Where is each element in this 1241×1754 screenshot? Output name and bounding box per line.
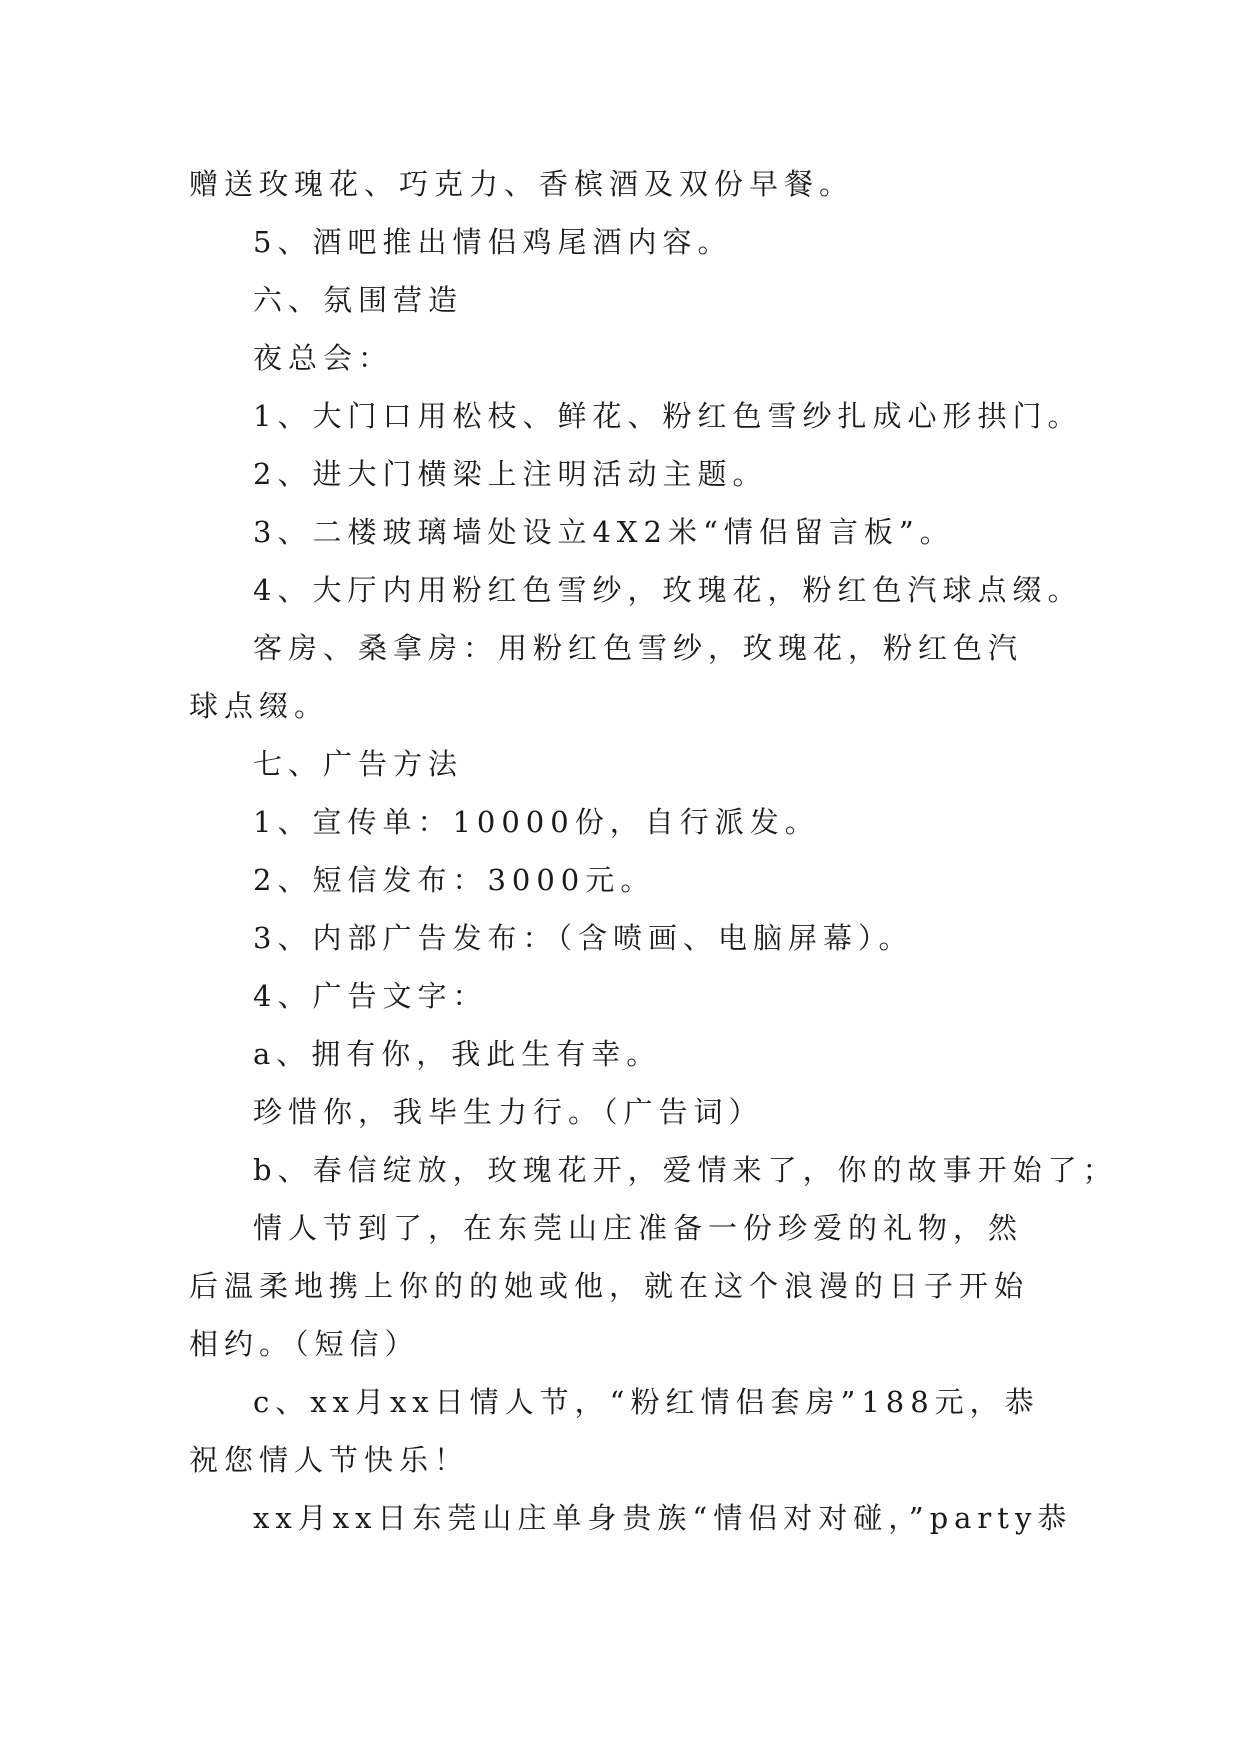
paragraph: 5、酒吧推出情侣鸡尾酒内容。 (253, 225, 733, 259)
list-item: 1、大门口用松枝、鲜花、粉红色雪纱扎成心形拱门。 (253, 399, 1083, 433)
paragraph: 珍惜你，我毕生力行。（广告词） (253, 1095, 764, 1129)
list-item: 3、二楼玻璃墙处设立4X2米“情侣留言板”。 (253, 515, 955, 549)
paragraph: 夜总会： (253, 341, 394, 375)
list-item: 4、大厅内用粉红色雪纱，玫瑰花，粉红色汽球点缀。 (253, 573, 1083, 607)
paragraph-continuation: 赠送玫瑰花、巧克力、香槟酒及双份早餐。 (189, 167, 855, 201)
list-item: 2、进大门横梁上注明活动主题。 (253, 457, 768, 491)
list-item: 4、广告文字： (253, 979, 488, 1013)
list-item: 1、宣传单：10000份，自行派发。 (253, 805, 820, 839)
section-heading: 六、氛围营造 (253, 283, 464, 317)
section-heading: 七、广告方法 (253, 747, 464, 781)
document-body (189, 155, 1118, 1547)
paragraph: xx月xx日东莞山庄单身贵族“情侣对对碰，”party恭 (253, 1501, 1073, 1535)
list-item: c、xx月xx日情人节，“粉红情侣套房”188元，恭祝您情人节快乐！ (189, 1385, 1040, 1477)
list-item: a、拥有你，我此生有幸。 (253, 1037, 662, 1071)
list-item: b、春信绽放，玫瑰花开，爱情来了，你的故事开始了； (253, 1153, 1118, 1187)
paragraph: 情人节到了，在东莞山庄准备一份珍爱的礼物，然后温柔地携上你的的她或他，就在这个浪漫的日子开始相约。（短信） (189, 1211, 1030, 1361)
list-item: 3、内部广告发布：（含喷画、电脑屏幕）。 (253, 921, 914, 955)
paragraph: 客房、桑拿房：用粉红色雪纱，玫瑰花，粉红色汽球点缀。 (189, 631, 1024, 723)
list-item: 2、短信发布：3000元。 (253, 863, 656, 897)
